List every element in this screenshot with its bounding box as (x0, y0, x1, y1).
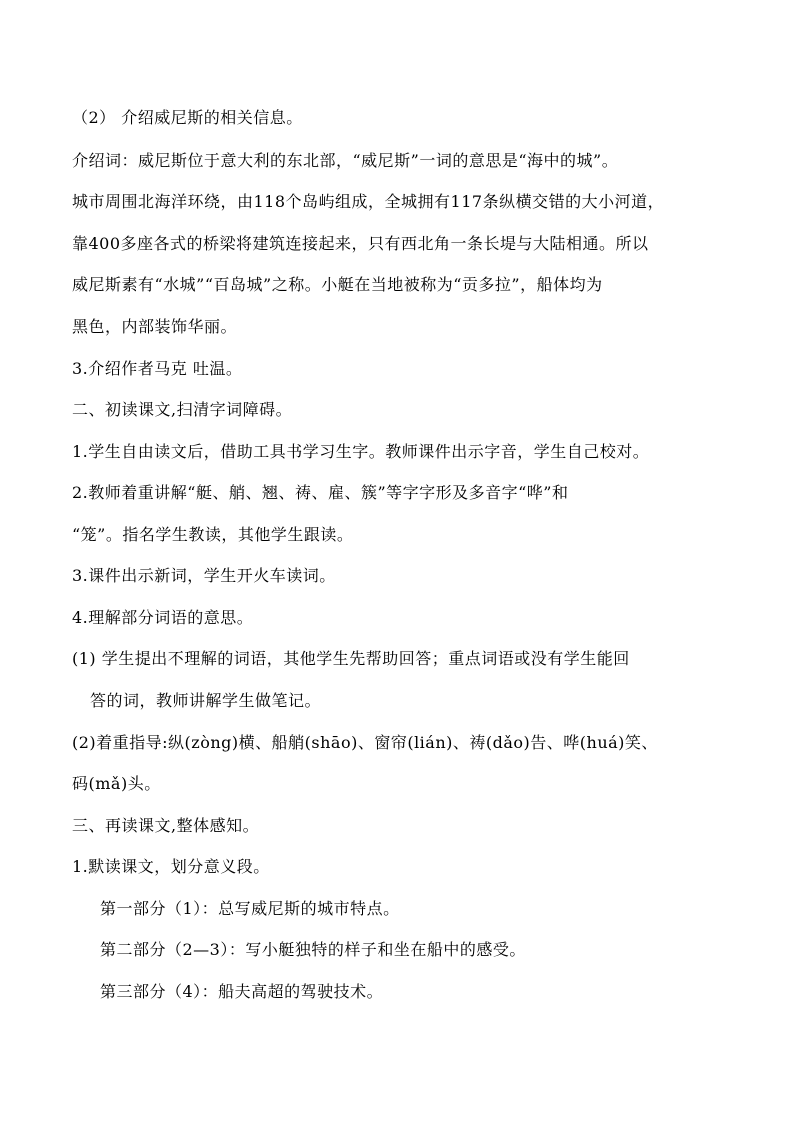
section-heading: 三、再读课文,整体感知。 (72, 816, 260, 835)
outline-item: 第一部分（1）：总写威尼斯的城市特点。 (100, 899, 400, 918)
paragraph-line: 黑色，内部装饰华丽。 (72, 317, 238, 336)
subsection-heading: （2） 介绍威尼斯的相关信息。 (72, 108, 303, 127)
paragraph-line: 威尼斯素有“水城”“百岛城”之称。小艇在当地被称为“贡多拉”，船体均为 (72, 275, 603, 294)
paragraph-line: 靠400多座各式的桥梁将建筑连接起来，只有西北角一条长堤与大陆相通。所以 (72, 234, 649, 253)
list-item: 1.学生自由读文后，借助工具书学习生字。教师课件出示字音，学生自己校对。 (72, 442, 650, 461)
outline-item: 第三部分（4）：船夫高超的驾驶技术。 (100, 982, 384, 1001)
paragraph-line: 介绍词：威尼斯位于意大利的东北部，“威尼斯”一词的意思是“海中的城”。 (72, 151, 619, 170)
paragraph-line: 码(mǎ)头。 (72, 774, 161, 793)
paragraph-line: “笼”。指名学生教读，其他学生跟读。 (72, 525, 354, 544)
list-item: 3.介绍作者马克 吐温。 (72, 359, 243, 378)
sub-list-item: (2)着重指导:纵(zòng)横、船艄(shāo)、窗帘(lián)、祷(dǎo)告、哗(huá)笑、 (72, 733, 658, 752)
paragraph-line: 城市周围北海洋环绕，由118个岛屿组成，全城拥有117条纵横交错的大小河道， (72, 192, 665, 211)
list-item: 3.课件出示新词，学生开火车读词。 (72, 566, 336, 585)
section-heading: 二、初读课文,扫清字词障碍。 (72, 400, 293, 419)
sub-list-item: (1) 学生提出不理解的词语，其他学生先帮助回答；重点词语或没有学生能回 (72, 649, 630, 668)
list-item: 2.教师着重讲解“艇、艄、翘、祷、雇、簇”等字字形及多音字“哗”和 (72, 483, 569, 502)
list-item: 1.默读课文，划分意义段。 (72, 857, 270, 876)
list-item: 4.理解部分词语的意思。 (72, 608, 254, 627)
paragraph-line: 答的词，教师讲解学生做笔记。 (90, 691, 322, 710)
outline-item: 第二部分（2—3）：写小艇独特的样子和坐在船中的感受。 (100, 940, 526, 959)
